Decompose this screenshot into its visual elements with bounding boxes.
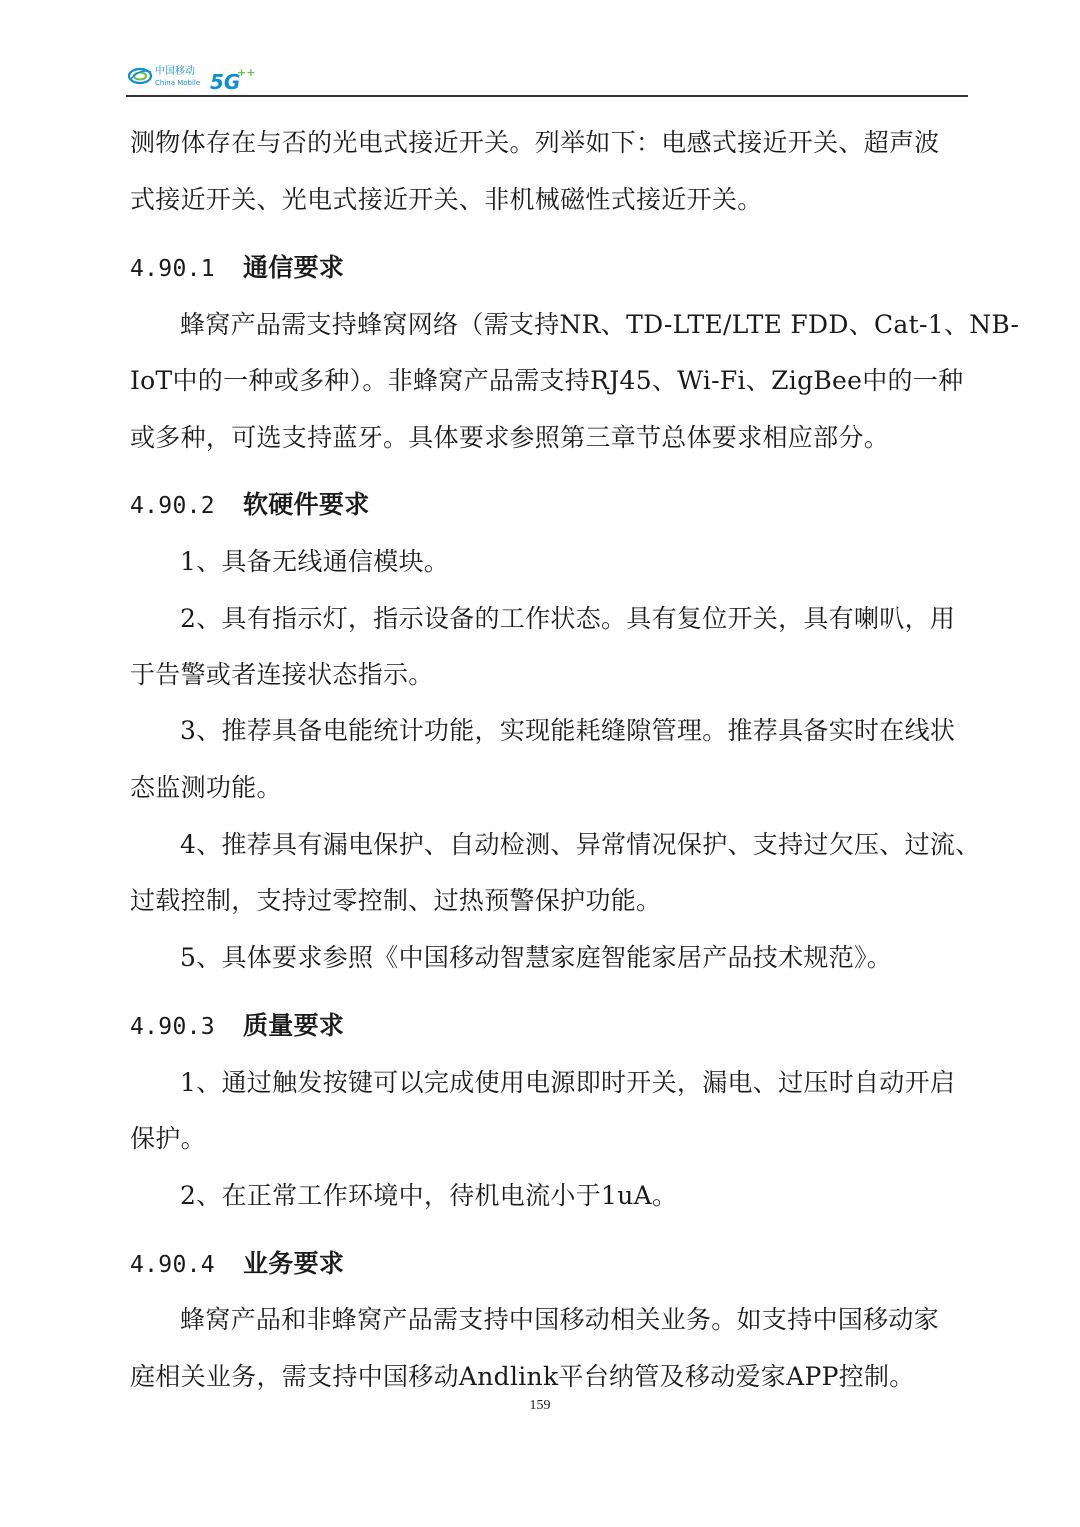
logo-en-text: China Mobile (155, 79, 201, 87)
paragraph-line: IoT中的一种或多种）。非蜂窝产品需支持RJ45、Wi-Fi、ZigBee中的一种 (130, 366, 964, 395)
section-heading (130, 1249, 344, 1280)
section-heading (130, 253, 344, 284)
list-item-continuation: 保护。 (130, 1124, 206, 1153)
list-item: 4、推荐具有漏电保护、自动检测、异常情况保护、支持过欠压、过流、 (180, 830, 981, 859)
list-item-continuation: 过载控制，支持过零控制、过热预警保护功能。 (130, 886, 662, 915)
section-title: 质量要求 (243, 1011, 345, 1040)
section-number: 4.90.3 (130, 1014, 215, 1040)
section-title: 软硬件要求 (243, 490, 370, 519)
list-item: 3、推荐具备电能统计功能，实现能耗缝隙管理。推荐具备实时在线状 (180, 716, 956, 745)
list-item: 1、通过触发按键可以完成使用电源即时开关，漏电、过压时自动开启 (180, 1068, 956, 1097)
intro-line-1: 测物体存在与否的光电式接近开关。列举如下：电感式接近开关、超声波 (130, 128, 940, 157)
list-item-continuation: 态监测功能。 (130, 773, 282, 802)
list-item: 5、具体要求参照《中国移动智慧家庭智能家居产品技术规范》。 (180, 943, 893, 972)
logo-plus-text: ++ (237, 66, 256, 79)
paragraph-line: 或多种，可选支持蓝牙。具体要求参照第三章节总体要求相应部分。 (130, 423, 890, 452)
section-title: 通信要求 (243, 253, 345, 282)
section-number: 4.90.1 (130, 256, 215, 282)
list-item: 2、具有指示灯，指示设备的工作状态。具有复位开关，具有喇叭，用 (180, 604, 956, 633)
logo-5g-text: 5G (210, 70, 241, 94)
intro-line-2: 式接近开关、光电式接近开关、非机械磁性式接近开关。 (130, 185, 763, 214)
section-heading (130, 490, 370, 521)
list-item-continuation: 于告警或者连接状态指示。 (130, 660, 434, 689)
section-number: 4.90.4 (130, 1252, 215, 1278)
paragraph-line: 蜂窝产品和非蜂窝产品需支持中国移动相关业务。如支持中国移动家 (180, 1305, 940, 1334)
section-number: 4.90.2 (130, 493, 215, 519)
section-title: 业务要求 (243, 1249, 345, 1278)
page-number: 159 (529, 1398, 551, 1413)
logo-cn-text: 中国移动 (155, 66, 195, 77)
list-item: 1、具备无线通信模块。 (180, 547, 450, 576)
section-heading (130, 1011, 344, 1042)
paragraph-line: 蜂窝产品需支持蜂窝网络（需支持NR、TD-LTE/LTE FDD、Cat-1、NB- (180, 310, 1020, 339)
paragraph-line: 庭相关业务，需支持中国移动Andlink平台纳管及移动爱家APP控制。 (130, 1362, 915, 1391)
list-item: 2、在正常工作环境中，待机电流小于1uA。 (180, 1181, 678, 1210)
